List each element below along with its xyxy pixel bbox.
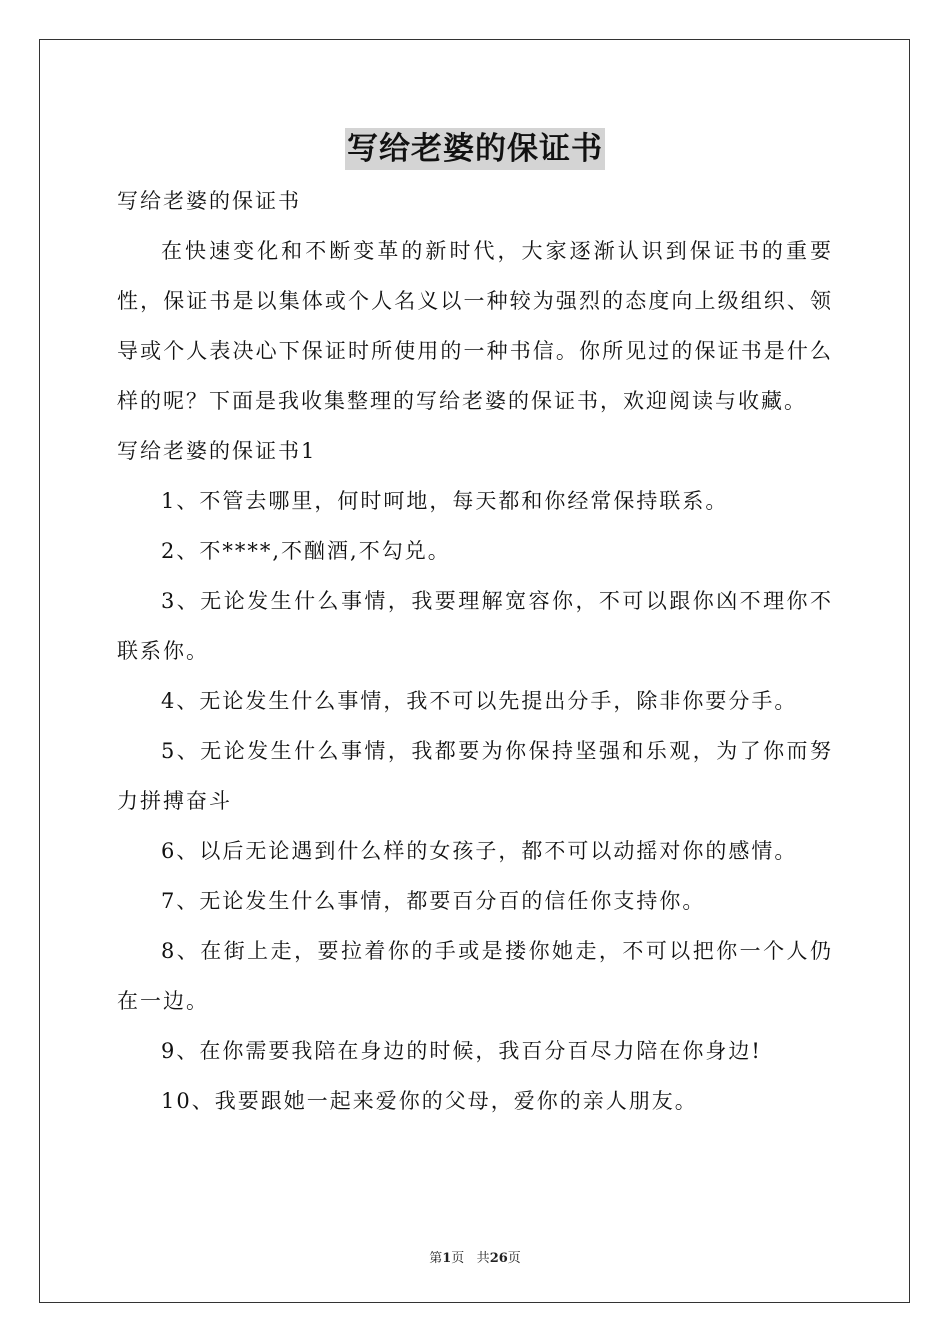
- total-prefix: 共: [476, 1251, 490, 1266]
- total-pages-number: 26: [489, 1251, 508, 1266]
- pledge-item-3: 3、无论发生什么事情，我要理解宽容你，不可以跟你凶不理你不联系你。: [117, 589, 833, 663]
- page-suffix: 页: [451, 1251, 465, 1266]
- pledge-item-6: 6、以后无论遇到什么样的女孩子，都不可以动摇对你的感情。: [161, 839, 798, 863]
- intro-paragraph: 在快速变化和不断变革的新时代，大家逐渐认识到保证书的重要性，保证书是以集体或个人名义以一种较为强烈的态度向上级组织、领导或个人表决心下保证时所使用的一种书信。你所见过的保证书是什么样的呢？下面是我收集整理的写给老婆的保证书，欢迎阅读与收藏。: [117, 239, 833, 413]
- section-heading: 写给老婆的保证书1: [117, 439, 317, 463]
- document-body: [117, 176, 833, 1126]
- pledge-item-10: 10、我要跟她一起来爱你的父母，爱你的亲人朋友。: [161, 1089, 698, 1113]
- pledge-item-8: 8、在街上走，要拉着你的手或是搂你她走，不可以把你一个人仍在一边。: [117, 939, 833, 1013]
- subtitle: 写给老婆的保证书: [117, 189, 301, 213]
- pledge-item-9: 9、在你需要我陪在身边的时候，我百分百尽力陪在你身边!: [161, 1039, 762, 1063]
- document-title: 写给老婆的保证书: [345, 128, 605, 170]
- current-page-number: 1: [442, 1251, 452, 1266]
- pledge-item-1: 1、不管去哪里，何时呵地，每天都和你经常保持联系。: [161, 489, 729, 513]
- page-footer: [0, 1247, 950, 1266]
- pledge-item-7: 7、无论发生什么事情，都要百分百的信任你支持你。: [161, 889, 706, 913]
- pledge-item-4: 4、无论发生什么事情，我不可以先提出分手，除非你要分手。: [161, 689, 798, 713]
- page-prefix: 第: [429, 1251, 443, 1266]
- title-container: [0, 128, 950, 170]
- pledge-item-2: 2、不****,不酗酒,不勾兑。: [161, 539, 451, 563]
- total-suffix: 页: [507, 1251, 521, 1266]
- pledge-item-5: 5、无论发生什么事情，我都要为你保持坚强和乐观，为了你而努力拼搏奋斗: [117, 739, 833, 813]
